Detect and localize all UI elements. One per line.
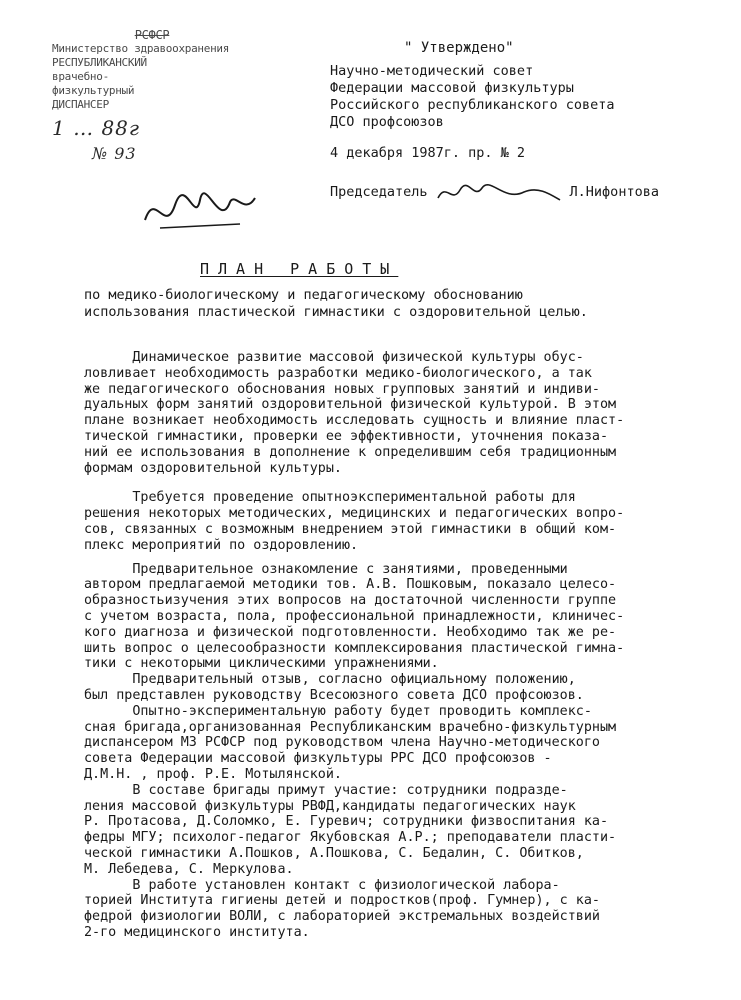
chair-label: Председатель (330, 183, 428, 200)
body-line: тической гимнастики, проверки ее эффективности, уточнения показа- (84, 428, 609, 444)
body-paragraph (84, 490, 724, 553)
body-paragraph (84, 350, 724, 476)
body-line: Д.М.Н. , проф. Р.Е. Мотылянской. (84, 766, 342, 782)
body-line: торией Института гигиены детей и подростков(проф. Гумнер), с ка- (84, 893, 600, 909)
body-paragraph (84, 562, 724, 673)
body-line: ления массовой физкультуры РВФД,кандидаты педагогических наук (84, 798, 576, 814)
body-paragraph (84, 672, 724, 704)
body-line: Динамическое развитие массовой физической культуры обус- (84, 350, 584, 365)
body-line: Опытно-экспериментальную работу будет проводить комплекс- (84, 703, 592, 719)
handwritten-number: № 93 (92, 144, 137, 163)
stamp-line: Министерство здравоохранения (52, 42, 230, 55)
body-line: дуальных форм занятий оздоровительной физической культурой. В этом (84, 397, 617, 413)
approval-date: 4 декабря 1987г. пр. № 2 (330, 145, 526, 161)
approval-heading: " Утверждено" (404, 40, 514, 56)
handwritten-date: 1 … 88г (52, 116, 140, 140)
approval-line: Федерации массовой физкультуры (330, 80, 574, 96)
body-line: Предварительное ознакомление с занятиями, проведенными (84, 561, 568, 577)
body-line: федры МГУ; психолог-педагог Якубовская А.Р.; преподаватели пласти- (84, 830, 617, 846)
body-paragraph (84, 704, 724, 783)
body-line: плане возникает необходимость исследовать сущность и влияние пласт- (84, 413, 625, 429)
handwritten-signature-left (140, 180, 260, 240)
document-body (84, 350, 724, 941)
subtitle-line: по медико-биологическому и педагогическому обоснованию (84, 287, 523, 303)
document-title: ПЛАН РАБОТЫ (200, 260, 399, 278)
body-line: сная бригада,организованная Республиканским врачебно-физкультурным (84, 719, 617, 735)
body-line: совета Федерации массовой физкультуры РРС ДСО профсоюзов - (84, 751, 552, 767)
body-line: федрой физиологии ВОЛИ, с лабораторией экстремальных воздействий (84, 909, 600, 925)
body-line: М. Лебедева, С. Меркулова. (84, 861, 294, 877)
approval-line: Научно-методический совет (330, 63, 534, 79)
stamp-line: РЕСПУБЛИКАНСКИЙ (52, 56, 147, 69)
chair-signature (434, 178, 564, 206)
body-line: шить вопрос о целесообразности комплексирования пластической гимна- (84, 640, 625, 656)
body-line: образностьизучения этих вопросов на достаточной численности группе (84, 593, 617, 609)
body-line: В работе установлен контакт с физиологической лабора- (84, 877, 560, 893)
registration-stamp (52, 28, 252, 163)
stamp-line: врачебно- (52, 70, 109, 83)
body-line: автором предлагаемой методики тов. А.В. Пошковым, показало целесо- (84, 577, 617, 593)
body-line: кого диагноза и физической подготовленности. Необходимо так же ре- (84, 624, 617, 640)
body-line: формам оздоровительной культуры. (84, 460, 342, 476)
body-line: с учетом возраста, пола, профессиональной принадлежности, клиничес- (84, 608, 625, 624)
body-line: диспансером МЗ РСФСР под руководством члена Научно-методического (84, 735, 600, 751)
approval-line: Российского республиканского совета (330, 97, 615, 113)
body-line: ловливает необходимость разработки медико-биологического, а так (84, 365, 592, 381)
approval-block (330, 40, 710, 206)
body-line: сов, связанных с возможным внедрением этой гимнастики в общий ком- (84, 521, 617, 537)
body-line: Предварительный отзыв, согласно официальному положению, (84, 672, 576, 688)
body-line: тики с некоторыми циклическими упражнениями. (84, 656, 439, 672)
chair-name: Л.Нифонтова (569, 183, 659, 200)
stamp-line: РСФСР (134, 28, 170, 42)
chair-line (330, 178, 710, 206)
body-line: решения некоторых методических, медицинских и педагогических вопро- (84, 506, 625, 522)
body-line: Требуется проведение опытноэкспериментальной работы для (84, 490, 576, 506)
stamp-line: физкультурный (52, 84, 135, 97)
document-subtitle (84, 287, 724, 321)
body-line: 2-го медицинского института. (84, 924, 310, 940)
body-line: был представлен руководству Всесоюзного совета ДСО профсоюзов. (84, 687, 584, 703)
subtitle-line: использования пластической гимнастики с оздоровительной целью. (84, 304, 588, 320)
body-line: ческой гимнастики А.Пошков, А.Пошкова, С. Бедалин, С. Обитков, (84, 845, 584, 861)
body-line: Р. Протасова, Д.Соломко, Е. Гуревич; сотрудники физвоспитания ка- (84, 814, 609, 830)
body-line: В составе бригады примут участие: сотрудники подразде- (84, 782, 568, 798)
body-paragraph (84, 878, 724, 941)
body-paragraph (84, 783, 724, 878)
stamp-line: ДИСПАНСЕР (52, 98, 109, 111)
body-line: плекс мероприятий по оздоровлению. (84, 537, 359, 553)
body-line: ний ее использования в дополнение к определившим себя традиционным (84, 444, 617, 460)
approval-line: ДСО профсоюзов (330, 114, 444, 130)
body-line: же педагогического обоснования новых групповых занятий и индиви- (84, 381, 600, 397)
